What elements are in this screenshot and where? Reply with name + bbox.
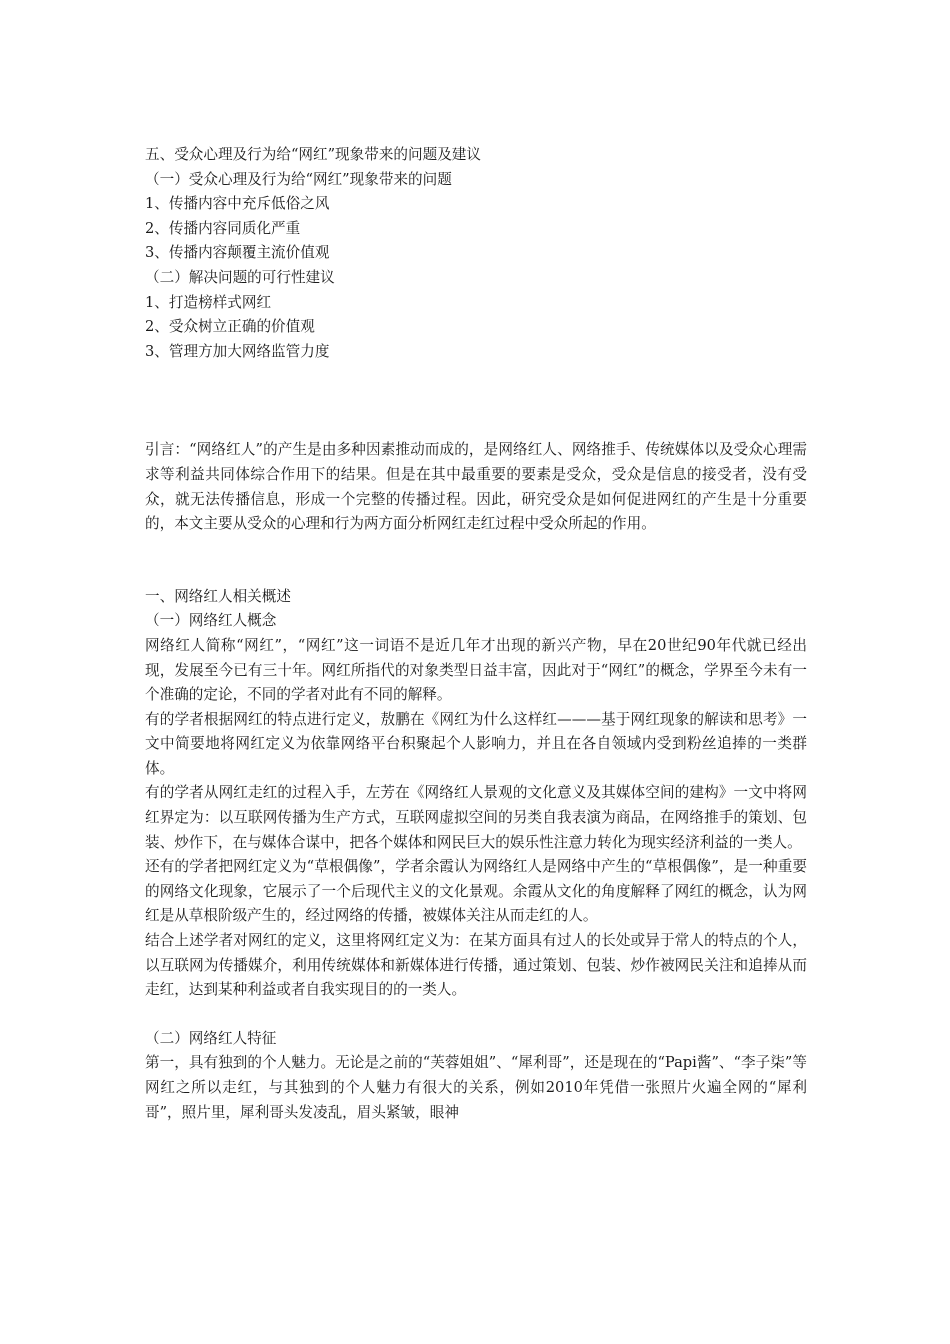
list-item: 1、打造榜样式网红 [145,293,272,311]
list-item: 1、传播内容中充斥低俗之风 [145,195,330,213]
body-paragraph: 第一，具有独到的个人魅力。无论是之前的“芙蓉姐姐”、“犀利哥”，还是现在的“Papi酱”、“李子柒”等网红之所以走红，与其独到的个人魅力有很大的关系，例如2010年凭借一张照片火遍全网的“犀利哥”，照片里，犀利哥头发凌乱，眉头紧皱，眼神 [145,1054,807,1121]
body-paragraph: 有的学者从网红走红的过程入手，左芳在《网络红人景观的文化意义及其媒体空间的建构》一文中将网红界定为：以互联网传播为生产方式，互联网虚拟空间的另类自我表演为商品，在网络推手的策划、包装、炒作下，在与媒体合谋中，把各个媒体和网民巨大的娱乐性注意力转化为现实经济利益的一类人。 [145,784,807,851]
section-5-sub1-heading: （一）受众心理及行为给“网红”现象带来的问题 [145,170,452,188]
list-item: 3、传播内容颠覆主流价值观 [145,244,330,262]
intro-paragraph: 引言：“网络红人”的产生是由多种因素推动而成的，是网络红人、网络推手、传统媒体以及受众心理需求等利益共同体综合作用下的结果。但是在其中最重要的要素是受众，受众是信息的接受者，没有受众，就无法传播信息，形成一个完整的传播过程。因此，研究受众是如何促进网红的产生是十分重要的，本文主要从受众的心理和行为两方面分析网红走红过程中受众所起的作用。 [145,441,807,533]
section-5-title: 五、受众心理及行为给“网红”现象带来的问题及建议 [145,146,481,163]
list-item: 2、传播内容同质化严重 [145,219,301,237]
spacer [145,364,807,438]
body-paragraph: 结合上述学者对网红的定义，这里将网红定义为：在某方面具有过人的长处或异于常人的特点的个人，以互联网为传播媒介，利用传统媒体和新媒体进行传播，通过策划、包装、炒作被网民关注和追捧从而走红，达到某种利益或者自我实现目的的一类人。 [145,932,807,999]
body-paragraph: 网络红人简称“网红”，“网红”这一词语不是近几年才出现的新兴产物，早在20世纪90年代就已经出现，发展至今已有三十年。网红所指代的对象类型日益丰富，因此对于“网红”的概念，学界至今未有一个准确的定论，不同的学者对此有不同的解释。 [145,636,807,704]
section-1-title: 一、网络红人相关概述 [145,587,291,605]
spacer [145,1003,807,1027]
body-paragraph: 还有的学者把网红定义为“草根偶像”，学者余霞认为网络红人是网络中产生的“草根偶像”，是一种重要的网络文化现象，它展示了一个后现代主义的文化景观。余霞从文化的角度解释了网红的概念，认为网红是从草根阶级产生的，经过网络的传播，被媒体关注从而走红的人。 [145,858,807,925]
spacer [145,537,807,585]
document-page [145,143,807,1125]
section-5-sub2-heading: （二）解决问题的可行性建议 [145,268,335,286]
body-paragraph: 有的学者根据网红的特点进行定义，敖鹏在《网红为什么这样红———基于网红现象的解读和思考》一文中简要地将网红定义为依靠网络平台积聚起个人影响力，并且在各自领域内受到粉丝追捧的一类群体。 [145,710,807,777]
list-item: 2、受众树立正确的价值观 [145,318,315,336]
list-item: 3、管理方加大网络监管力度 [145,342,330,360]
section-1-sub2-heading: （二）网络红人特征 [145,1029,277,1047]
section-1-sub1-heading: （一）网络红人概念 [145,612,277,630]
